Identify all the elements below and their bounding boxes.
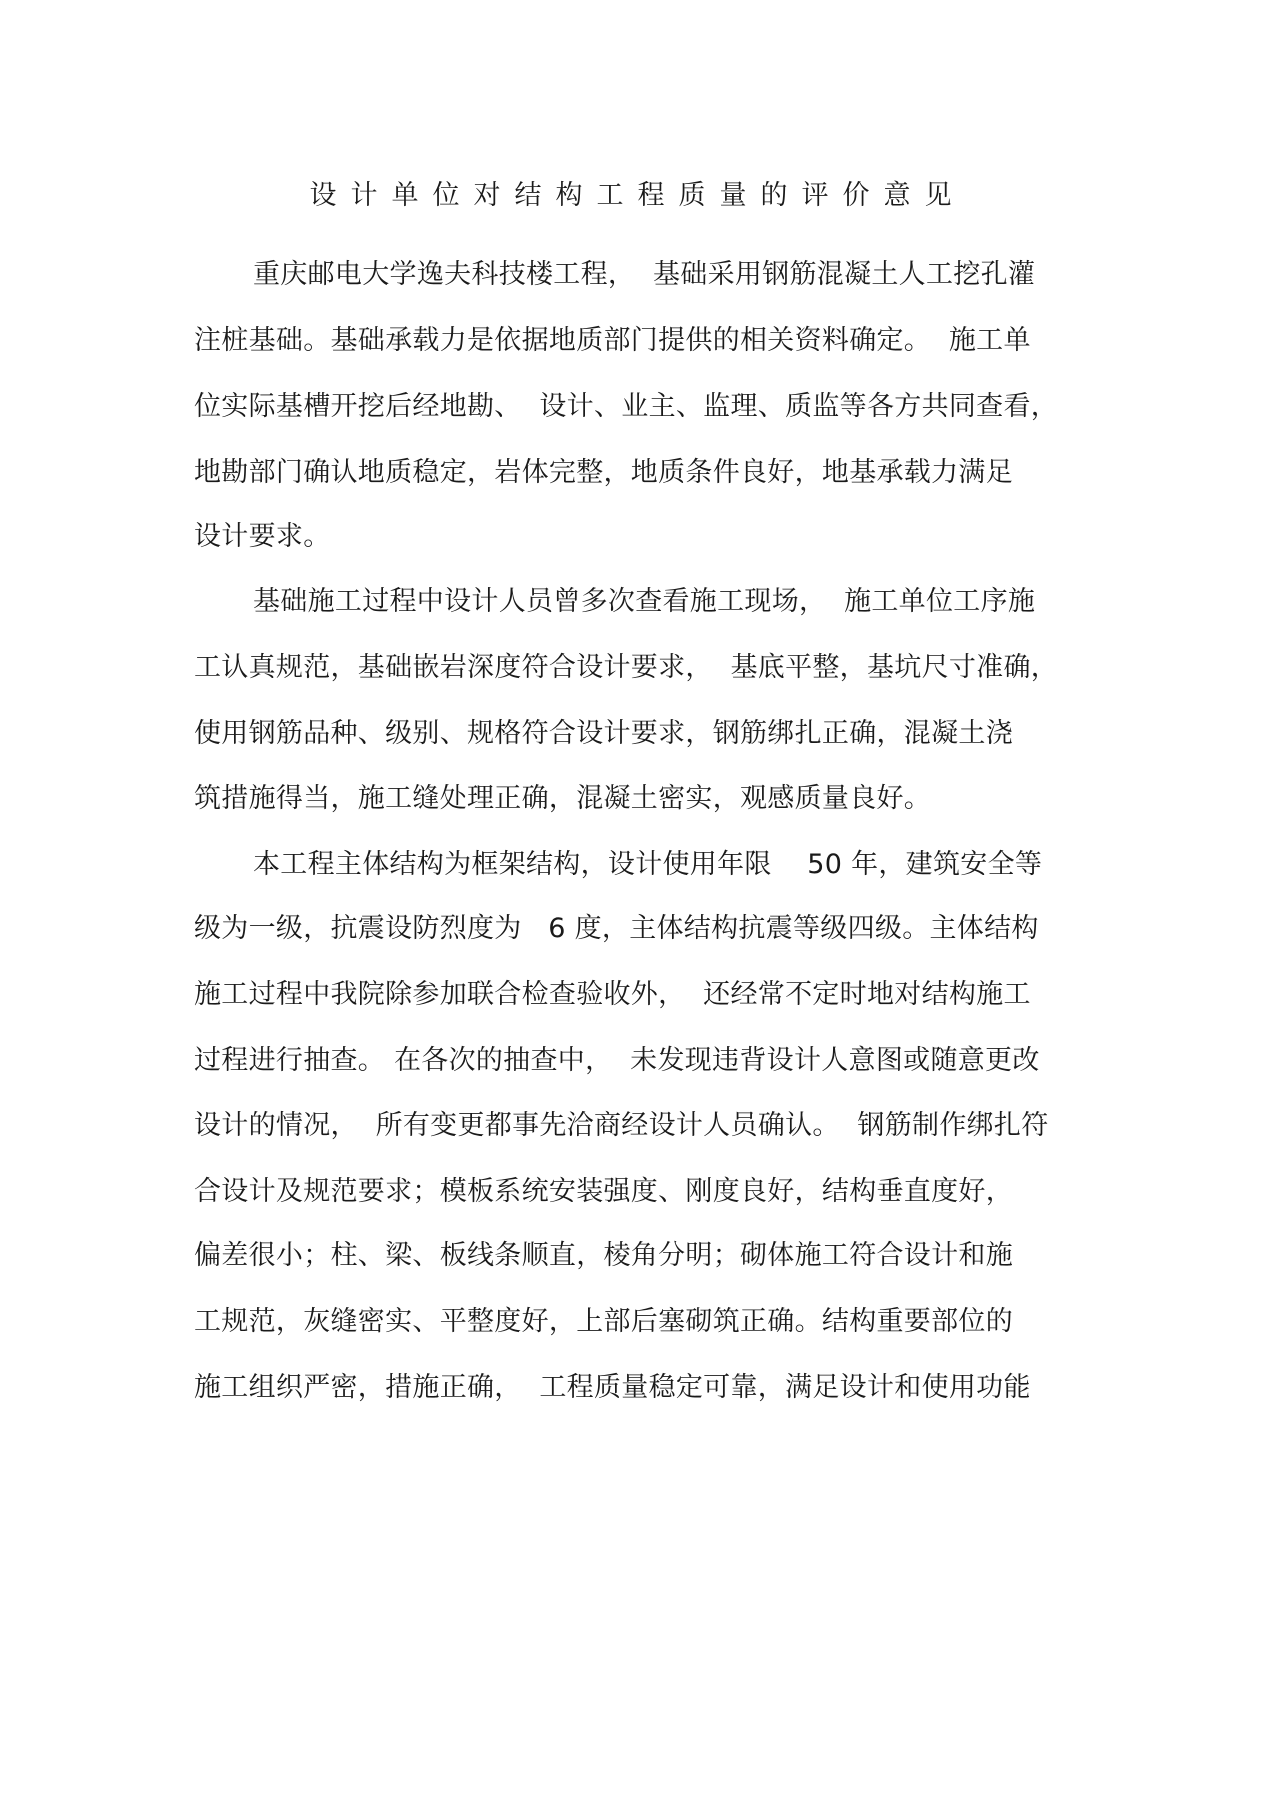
- paragraph-3-line-3: 施工过程中我院除参加联合检查验收外， 还经常不定时地对结构施工: [194, 979, 1031, 1010]
- paragraph-3-line-4: 过程进行抽查。 在各次的抽查中， 未发现违背设计人意图或随意更改: [194, 1045, 1040, 1076]
- paragraph-1-line-2: 注桩基础。基础承载力是依据地质部门提供的相关资料确定。 施工单: [194, 325, 1031, 356]
- paragraph-3-line-6: 合设计及规范要求；模板系统安装强度、刚度良好，结构垂直度好，: [194, 1176, 1013, 1207]
- paragraph-3-line-7: 偏差很小；柱、梁、板线条顺直，棱角分明；砌体施工符合设计和施: [194, 1240, 1013, 1271]
- paragraph-3-line-1: 本工程主体结构为框架结构，设计使用年限 50 年，建筑安全等: [253, 849, 1043, 880]
- document-title: 设计单位对结构工程质量的评价意见: [309, 180, 966, 211]
- paragraph-1-line-5: 设计要求。: [194, 521, 331, 552]
- paragraph-3-line-5: 设计的情况， 所有变更都事先洽商经设计人员确认。 钢筋制作绑扎符: [194, 1110, 1049, 1141]
- paragraph-3-line-2: 级为一级，抗震设防烈度为 6 度，主体结构抗震等级四级。主体结构: [194, 913, 1039, 944]
- paragraph-1-line-4: 地勘部门确认地质稳定，岩体完整，地质条件良好，地基承载力满足: [194, 457, 1013, 488]
- paragraph-2-line-3: 使用钢筋品种、级别、规格符合设计要求，钢筋绑扎正确，混凝土浇: [194, 718, 1013, 749]
- paragraph-3-line-9: 施工组织严密，措施正确， 工程质量稳定可靠，满足设计和使用功能: [194, 1372, 1031, 1403]
- paragraph-2-line-2: 工认真规范，基础嵌岩深度符合设计要求， 基底平整，基坑尺寸准确，: [194, 652, 1059, 683]
- paragraph-2-line-1: 基础施工过程中设计人员曾多次查看施工现场， 施工单位工序施: [253, 586, 1036, 617]
- paragraph-2-line-4: 筑措施得当，施工缝处理正确，混凝土密实，观感质量良好。: [194, 783, 932, 814]
- paragraph-1-line-1: 重庆邮电大学逸夫科技楼工程， 基础采用钢筋混凝土人工挖孔灌: [253, 259, 1036, 290]
- paragraph-3-line-8: 工规范，灰缝密实、平整度好，上部后塞砌筑正确。结构重要部位的: [194, 1306, 1013, 1337]
- paragraph-1-line-3: 位实际基槽开挖后经地勘、 设计、业主、监理、质监等各方共同查看，: [194, 391, 1059, 422]
